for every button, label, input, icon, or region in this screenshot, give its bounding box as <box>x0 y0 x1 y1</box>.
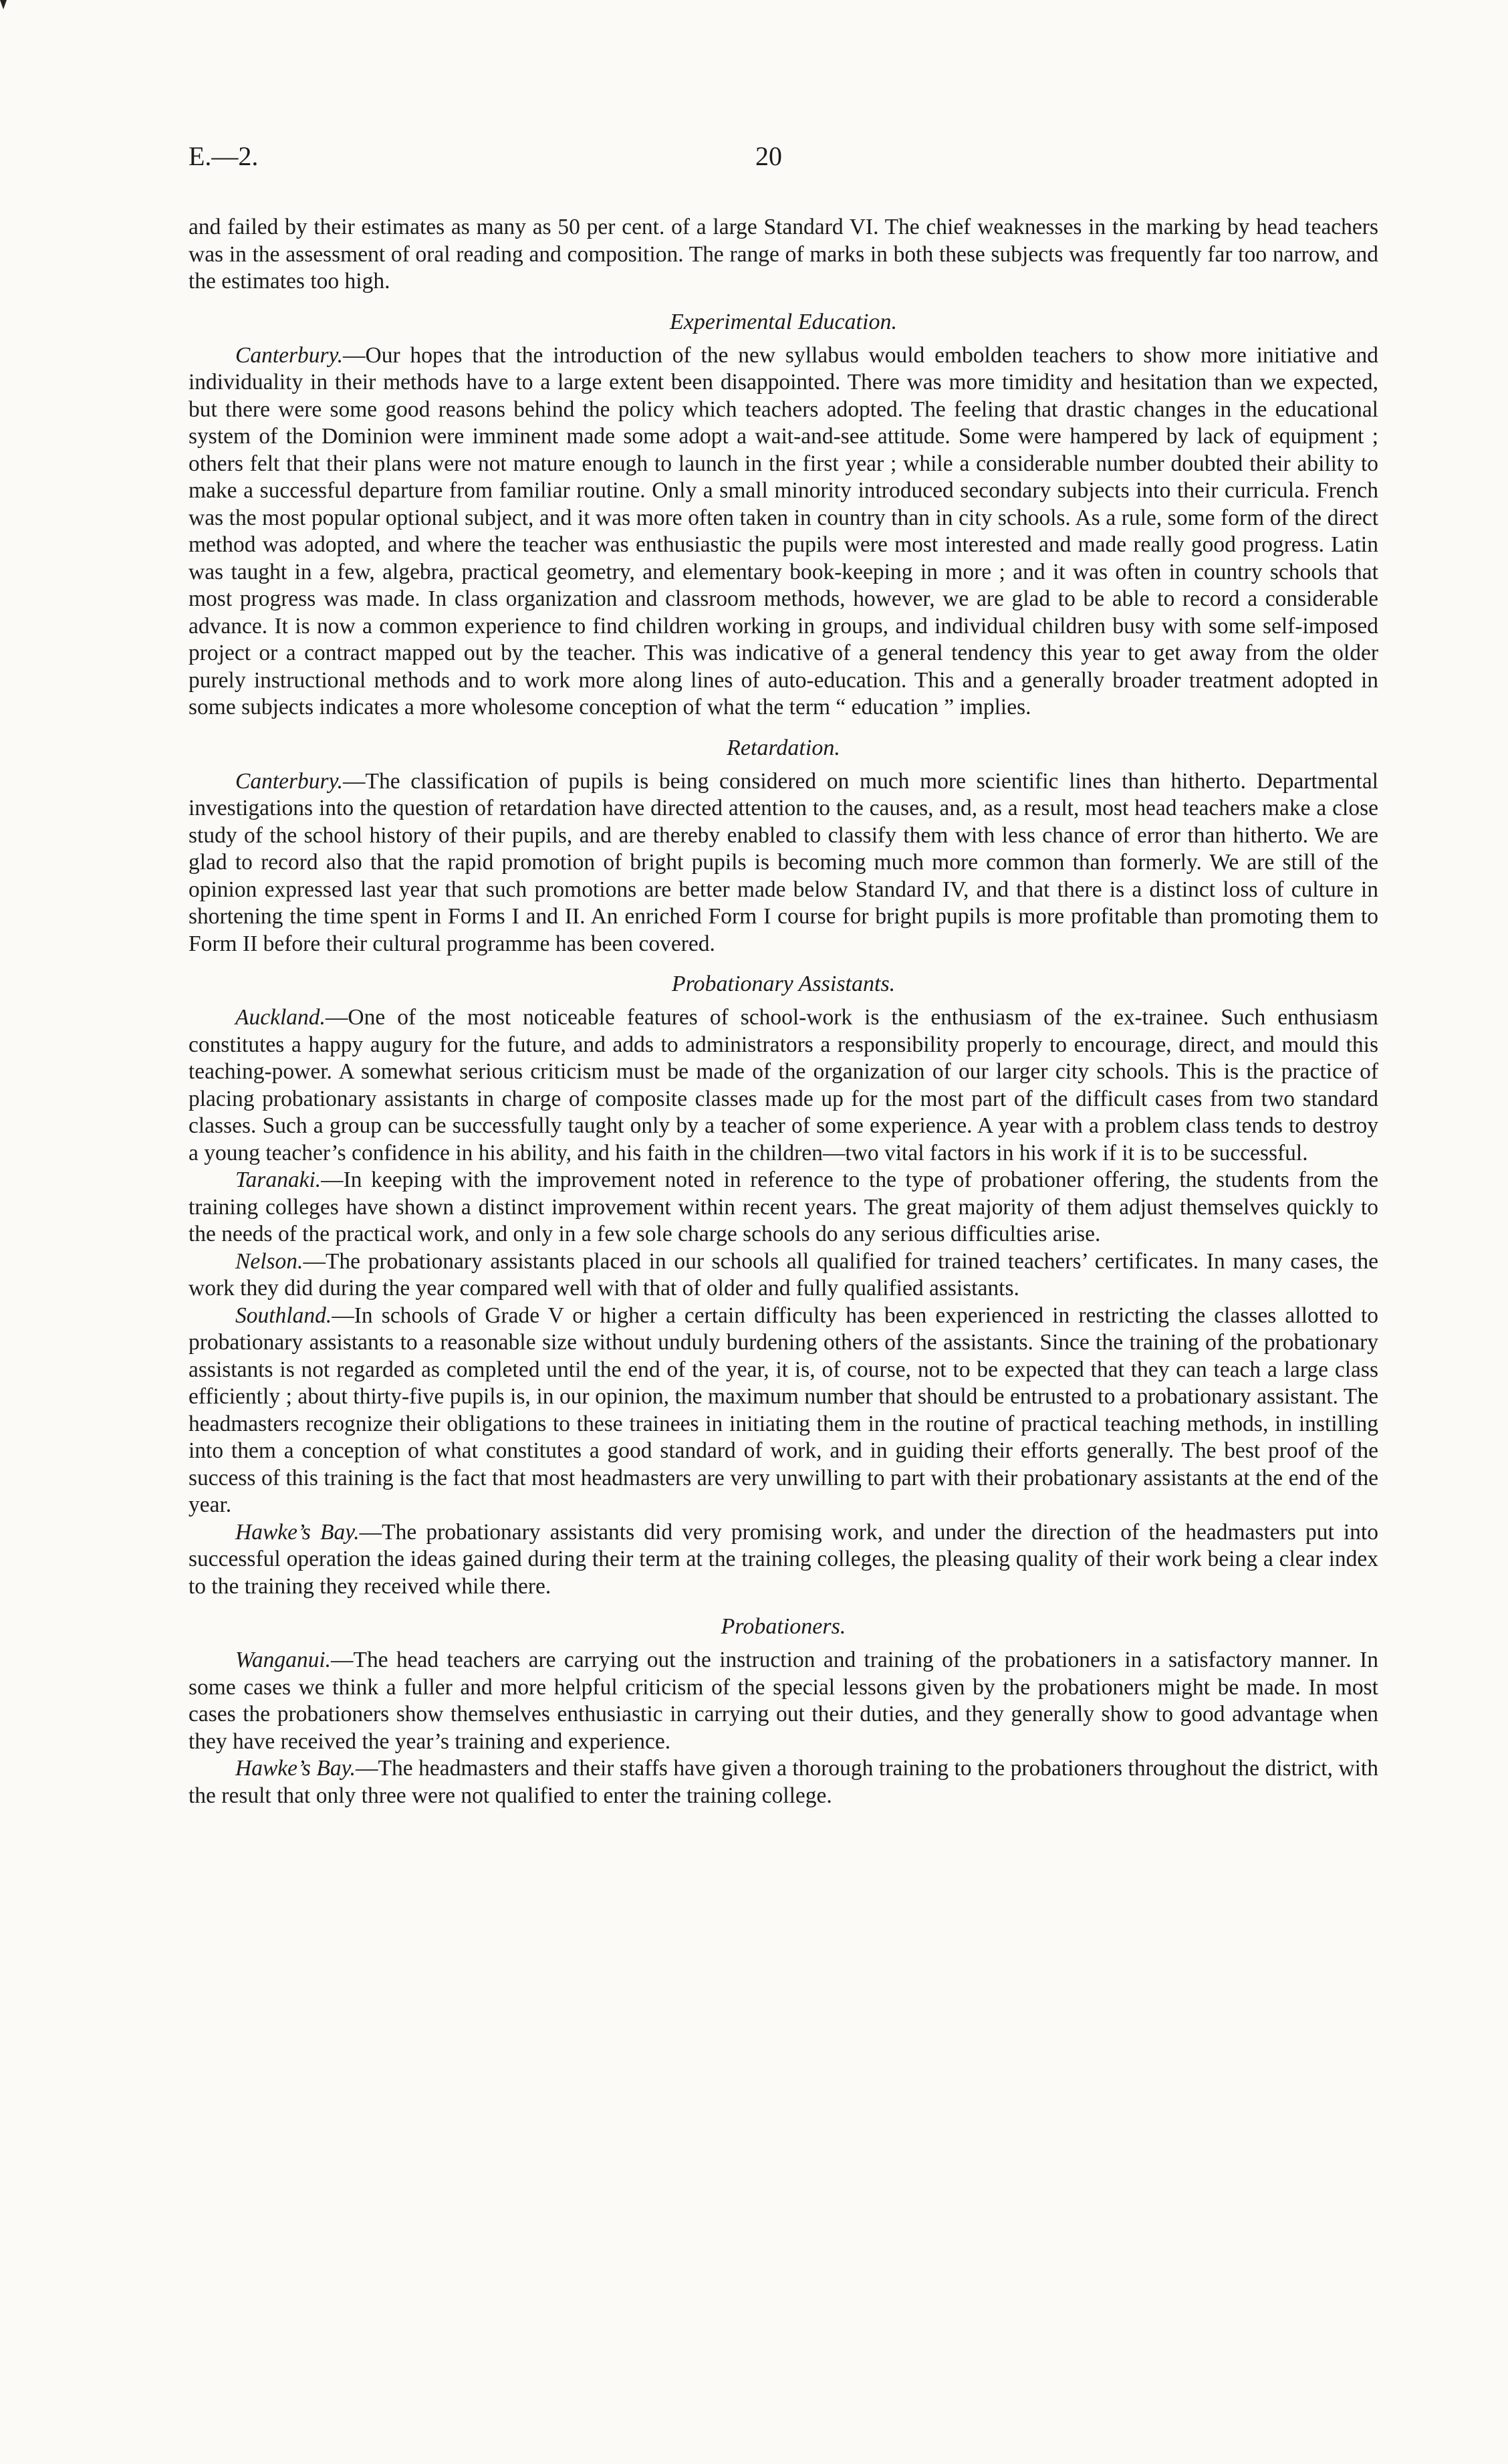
place-name: Hawke’s Bay. <box>235 1756 356 1781</box>
paragraph-nelson <box>188 1248 1378 1303</box>
place-name: Hawke’s Bay. <box>235 1519 360 1545</box>
paragraph-text: —Our hopes that the introduction of the new syllabus would embolden teachers to show more initiative and individuality in their methods have to a large extent been disappointed. There was more timidity and hesitation than we expected, but there were some good reasons behind the policy which teachers adopted. The feeling that drastic changes in the educational system of the Dominion were imminent made some adopt a wait-and-see attitude. Some were hampered by lack of equipment ; others felt that their plans were not mature enough to launch in the first year ; while a considerable number doubted their ability to make a successful departure from familiar routine. Only a small minority introduced secondary subjects into their curricula. French was the most popular optional subject, and it was more often taken in country than in city schools. As a rule, some form of the direct method was adopted, and where the teacher was enthusiastic the pupils were most interested and made really good progress. Latin was taught in a few, algebra, practical geometry, and elementary book-keeping in more ; and it was often in country schools that most progress was made. In class organization and classroom methods, however, we are glad to be able to record a considerable advance. It is now a common experience to find children working in groups, and individual children busy with some self-imposed project or a contract mapped out by the teacher. This was indicative of a general tendency this year to get away from the older purely instructional methods and to work more along lines of auto-education. This and a generally broader treatment adopted in some subjects indicates a more wholesome conception of what the term “ education ” implies. <box>188 342 1378 719</box>
section-heading-experimental-education: Experimental Education. <box>670 309 897 334</box>
paragraph-text: —The classification of pupils is being considered on much more scientific lines than hitherto. Departmental investigations into the question of retardation have directed attention to the causes, and, as a result, most head teachers make a close study of the school history of their pupils, and are thereby enabled to classify them with less chance of error than hitherto. We are glad to record also that the rapid promotion of bright pupils is becoming much more common than formerly. We are still of the opinion expressed last year that such promotions are better made below Standard IV, and that there is a distinct loss of culture in shortening the time spent in Forms I and II. An enriched Form I course for bright pupils is more profitable than promoting them to Form II before their cultural programme has been covered. <box>188 768 1378 956</box>
section-heading-probationary-assistants: Probationary Assistants. <box>671 972 896 996</box>
intro-paragraph: and failed by their estimates as many as 50 per cent. of a large Standard VI. The chief weaknesses in the marking by head teachers was in the assessment of oral reading and composition. The range of marks in both these subjects was frequently far too narrow, and the estimates too high. <box>188 215 1378 294</box>
paragraph-canterbury-experimental <box>188 342 1378 721</box>
paragraph-auckland <box>188 1004 1378 1167</box>
paragraph-text: —The headmasters and their staffs have given a thorough training to the probationers throughout the district, with the result that only three were not qualified to enter the training college. <box>188 1756 1378 1808</box>
paragraph-text: —In keeping with the improvement noted in reference to the type of probationer offering, the students from the training colleges have shown a distinct improvement within recent years. The great majority of them adjust themselves quickly to the needs of the practical work, and only in a few sole charge schools do any serious difficulties arise. <box>188 1167 1378 1246</box>
paragraph-text: —The probationary assistants placed in our schools all qualified for trained teachers’ certificates. In many cases, the work they did during the year compared well with that of older and fully qualified assistants. <box>188 1248 1378 1301</box>
corner-mark <box>0 0 7 9</box>
paragraph-text: —One of the most noticeable features of school-work is the enthusiasm of the ex-trainee. Such enthusiasm constitutes a happy augury for the future, and adds to administrators a responsibility properly to encourage, direct, and mould this teaching-power. A somewhat serious criticism must be made of the organization of our larger city schools. This is the practice of placing probationary assistants in charge of composite classes made up for the most part of the difficult cases from two standard classes. Such a group can be successfully taught only by a teacher of some experience. A year with a problem class tends to destroy a young teacher’s confidence in his ability, and his faith in the children—two vital factors in his work if it is to be successful. <box>188 1005 1378 1165</box>
paragraph-wanganui <box>188 1647 1378 1755</box>
paragraph-text: —In schools of Grade V or higher a certain difficulty has been experienced in restricting the classes allotted to probationary assistants to a reasonable size without unduly burdening others of the assistants. Since the training of the probationary assistants is not regarded as completed until the end of the year, it is, of course, not to be expected that they can teach a large class efficiently ; about thirty-five pupils is, in our opinion, the maximum number that should be entrusted to a probationary assistant. The headmasters recognize their obligations to these trainees in initiating them in the routine of practical teaching methods, in instilling into them a conception of what constitutes a good standard of work, and in guiding their efforts generally. The best proof of the success of this training is the fact that most headmasters are very unwilling to part with their probationary assistants at the end of the year. <box>188 1303 1378 1517</box>
paragraph-canterbury-retardation <box>188 768 1378 958</box>
place-name: Auckland. <box>235 1005 326 1030</box>
place-name: Canterbury. <box>235 342 343 368</box>
place-name: Wanganui. <box>235 1648 332 1672</box>
section-heading-probationers: Probationers. <box>721 1614 846 1639</box>
paragraph-text: —The head teachers are carrying out the instruction and training of the probationers in a satisfactory manner. In some cases we think a fuller and more helpful criticism of the special lessons given by the probationers might be made. In most cases the probationers show themselves enthusiastic in carrying out their duties, and they generally show to good advantage when they have received the year’s training and experience. <box>188 1648 1378 1754</box>
paragraph-southland <box>188 1303 1378 1519</box>
document-page <box>188 140 1378 1809</box>
place-name: Nelson. <box>235 1248 303 1274</box>
place-name: Taranaki. <box>235 1167 322 1192</box>
paragraph-hawkes-bay-assistants <box>188 1519 1378 1601</box>
place-name: Southland. <box>235 1303 332 1328</box>
paragraph-taranaki <box>188 1167 1378 1248</box>
paragraph-text: —The probationary assistants did very promising work, and under the direction of the headmasters put into successful operation the ideas gained during their term at the training colleges, the pleasing quality of their work being a clear index to the training they received while there. <box>188 1519 1378 1599</box>
section-heading-retardation: Retardation. <box>727 735 840 760</box>
paragraph-hawkes-bay-probationers <box>188 1755 1378 1809</box>
page-header <box>188 140 1378 181</box>
report-reference: E.—2. <box>188 141 259 171</box>
page-number: 20 <box>755 141 782 171</box>
place-name: Canterbury. <box>235 768 343 794</box>
